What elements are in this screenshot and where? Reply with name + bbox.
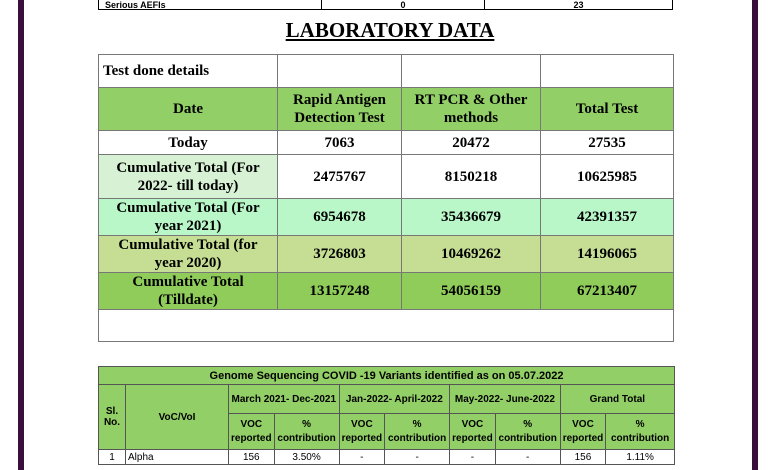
rtpcr-value: 10469262 xyxy=(402,236,541,273)
rapid-value: 3726803 xyxy=(278,236,402,273)
table-row xyxy=(99,131,674,155)
header-pct-contribution: % contribution xyxy=(385,414,450,450)
header-voc-reported: VOC reported xyxy=(339,414,385,450)
table-row xyxy=(99,55,674,88)
header-rapid-antigen: Rapid Antigen Detection Test xyxy=(278,88,402,131)
header-period-2: Jan-2022- April-2022 xyxy=(339,385,450,414)
total-value: 14196065 xyxy=(541,236,674,273)
rtpcr-value: 8150218 xyxy=(402,155,541,199)
header-total-test: Total Test xyxy=(541,88,674,131)
p1-contribution: 3.50% xyxy=(274,450,339,465)
table-row xyxy=(99,155,674,199)
empty-row xyxy=(99,310,674,342)
gt-reported: 156 xyxy=(560,450,606,465)
empty-cell xyxy=(541,55,674,88)
header-sl-no: Sl. No. xyxy=(99,385,126,450)
rtpcr-value: 54056159 xyxy=(402,273,541,310)
header-pct-contribution: % contribution xyxy=(606,414,675,450)
row-label: Cumulative Total (Tilldate) xyxy=(99,273,278,310)
row-label: Cumulative Total (for year 2020) xyxy=(99,236,278,273)
rapid-value: 2475767 xyxy=(278,155,402,199)
p3-reported: - xyxy=(450,450,496,465)
header-voc-voi: VoC/VoI xyxy=(126,385,229,450)
p2-reported: - xyxy=(339,450,385,465)
rapid-value: 13157248 xyxy=(278,273,402,310)
total-value: 27535 xyxy=(541,131,674,155)
total-value: 67213407 xyxy=(541,273,674,310)
right-frame-border xyxy=(752,0,758,470)
page-title xyxy=(0,18,780,43)
table-row xyxy=(99,367,675,385)
header-pct-contribution: % contribution xyxy=(274,414,339,450)
total-value: 42391357 xyxy=(541,199,674,236)
row-number: 1 xyxy=(99,450,126,465)
empty-cell xyxy=(278,55,402,88)
p3-contribution: - xyxy=(495,450,560,465)
header-voc-reported: VOC reported xyxy=(229,414,275,450)
table-row xyxy=(99,310,674,342)
table-header-row xyxy=(99,385,675,414)
genome-title: Genome Sequencing COVID -19 Variants identified as on 05.07.2022 xyxy=(99,367,675,385)
page-title-text: LABORATORY DATA xyxy=(285,18,495,42)
header-pct-contribution: % contribution xyxy=(495,414,560,450)
gt-contribution: 1.11% xyxy=(606,450,675,465)
table-row xyxy=(99,450,675,465)
total-value: 10625985 xyxy=(541,155,674,199)
test-done-details-label: Test done details xyxy=(99,55,278,88)
header-date: Date xyxy=(99,88,278,131)
left-frame-border xyxy=(18,0,24,470)
row-label: Cumulative Total (For 2022- till today) xyxy=(99,155,278,199)
p1-reported: 156 xyxy=(229,450,275,465)
table-row xyxy=(99,236,674,273)
header-voc-reported: VOC reported xyxy=(560,414,606,450)
p2-contribution: - xyxy=(385,450,450,465)
aefi-value-2: 23 xyxy=(485,0,673,10)
header-rt-pcr: RT PCR & Other methods xyxy=(402,88,541,131)
header-grand-total: Grand Total xyxy=(560,385,674,414)
aefi-value-1: 0 xyxy=(322,0,485,10)
table-header-row xyxy=(99,88,674,131)
genome-sequencing-table xyxy=(98,366,675,465)
header-period-1: March 2021- Dec-2021 xyxy=(229,385,340,414)
header-voc-reported: VOC reported xyxy=(450,414,496,450)
empty-cell xyxy=(402,55,541,88)
header-period-3: May-2022- June-2022 xyxy=(450,385,561,414)
aefi-table-fragment xyxy=(98,0,673,10)
rtpcr-value: 20472 xyxy=(402,131,541,155)
variant-name: Alpha xyxy=(126,450,229,465)
row-label: Cumulative Total (For year 2021) xyxy=(99,199,278,236)
table-row xyxy=(99,0,673,10)
table-row xyxy=(99,273,674,310)
rapid-value: 7063 xyxy=(278,131,402,155)
row-label: Today xyxy=(99,131,278,155)
laboratory-data-table xyxy=(98,54,674,342)
rapid-value: 6954678 xyxy=(278,199,402,236)
rtpcr-value: 35436679 xyxy=(402,199,541,236)
table-row xyxy=(99,199,674,236)
aefi-label: Serious AEFIs xyxy=(99,0,322,10)
